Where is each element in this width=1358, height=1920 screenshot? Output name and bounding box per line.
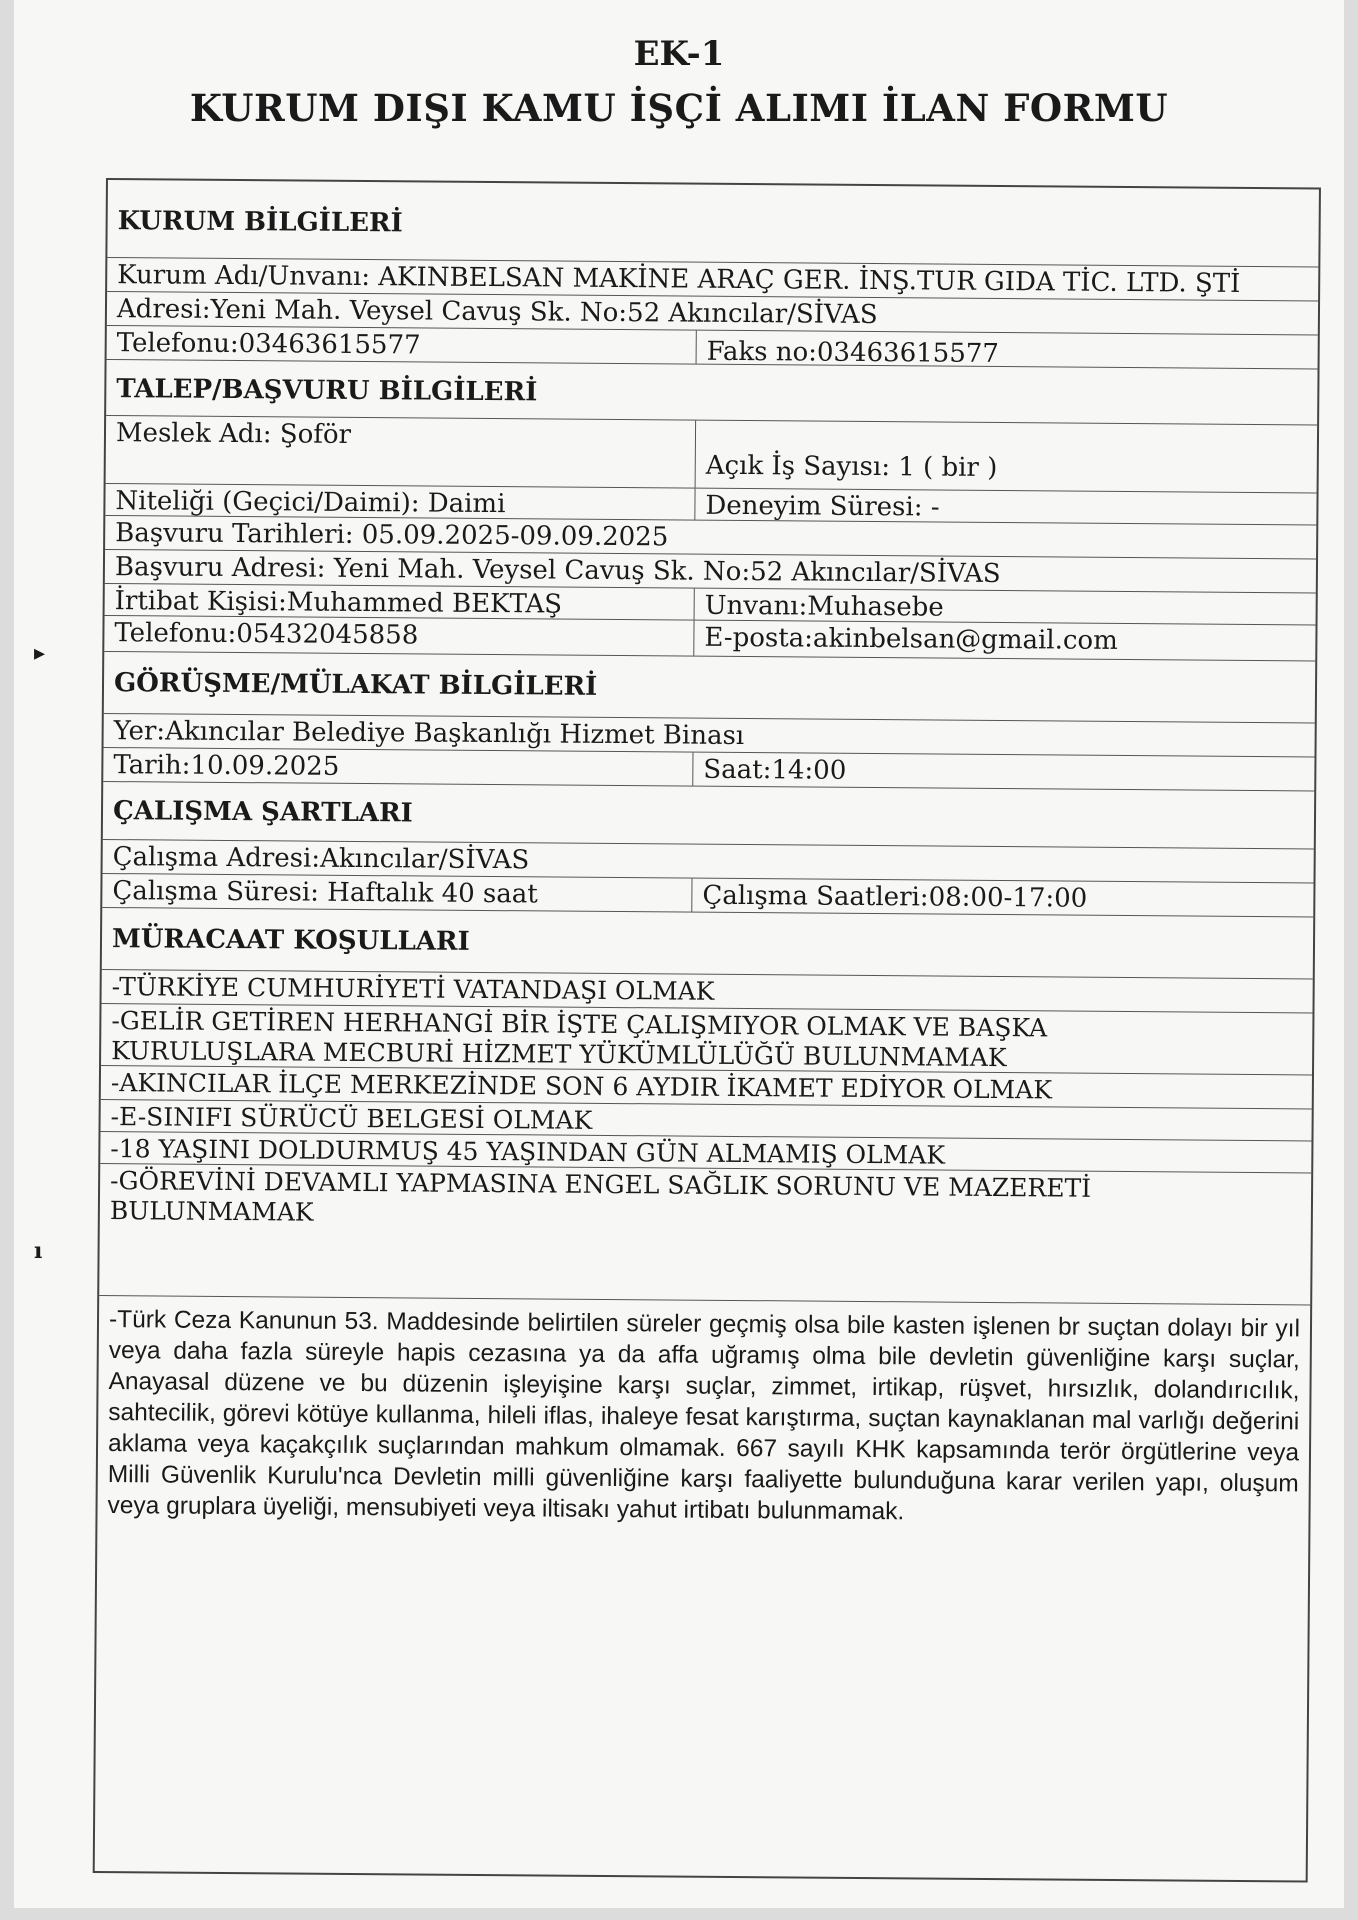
- document-page: [14, 0, 1344, 1908]
- scan-mark: ı: [34, 1238, 43, 1264]
- contact-phone: Telefonu:05432045858: [104, 616, 694, 656]
- section-muracaat-heading: MÜRACAAT KOŞULLARI: [102, 908, 1313, 980]
- annex-label: EK-1: [633, 34, 725, 74]
- condition-item: -E-SINIFI SÜRÜCÜ BELGESİ OLMAK: [101, 1100, 1312, 1142]
- section-kurum-heading: KURUM BİLGİLERİ: [107, 180, 1319, 268]
- work-hours: Çalışma Saatleri:08:00-17:00: [702, 880, 1088, 914]
- contact-email: E-posta:akinbelsan@gmail.com: [704, 622, 1118, 656]
- condition-item: -AKINCILAR İLÇE MERKEZİNDE SON 6 AYDIR İKAMET EDİYOR OLMAK: [101, 1066, 1312, 1110]
- work-duration: Çalışma Süresi: Haftalık 40 saat: [102, 874, 692, 912]
- application-dates: Başvuru Tarihleri: 05.09.2025-09.09.2025: [115, 518, 669, 553]
- section-gorusme-heading: GÖRÜŞME/MÜLAKAT BİLGİLERİ: [104, 652, 1315, 724]
- open-positions: Açık İş Sayısı: 1 ( bir ): [705, 450, 998, 484]
- interview-time: Saat:14:00: [703, 754, 847, 786]
- announcement-form: [93, 178, 1321, 1882]
- kurum-fax: Faks no:03463615577: [706, 336, 1000, 370]
- section-calisma-heading: ÇALIŞMA ŞARTLARI: [103, 782, 1314, 850]
- experience: Deneyim Süresi: -: [705, 490, 940, 523]
- scan-mark: ▸: [34, 640, 46, 666]
- contact-title: Unvanı:Muhasebe: [704, 590, 944, 623]
- condition-item: -GELİR GETİREN HERHANGİ BİR İŞTE ÇALIŞMIYOR OLMAK VE BAŞKA KURULUŞLARA MECBURİ HİZMET YÜKÜMLÜLÜĞÜ BULUNMAMAK: [101, 1004, 1312, 1076]
- work-address: Çalışma Adresi:Akıncılar/SİVAS: [112, 842, 530, 876]
- interview-place: Yer:Akıncılar Belediye Başkanlığı Hizmet Binası: [113, 716, 745, 752]
- contact-person: İrtibat Kişisi:Muhammed BEKTAŞ: [105, 584, 695, 620]
- kurum-phone: Telefonu:03463615577: [107, 326, 697, 364]
- job-nature: Niteliği (Geçici/Daimi): Daimi: [105, 484, 695, 520]
- condition-item: -18 YAŞINI DOLDURMUŞ 45 YAŞINDAN GÜN ALMAMIŞ OLMAK: [100, 1132, 1311, 1174]
- condition-item: -TÜRKİYE CUMHURİYETİ VATANDAŞI OLMAK: [102, 970, 1313, 1014]
- form-title: KURUM DIŞI KAMU İŞÇİ ALIMI İLAN FORMU: [189, 86, 1169, 130]
- interview-date: Tarih:10.09.2025: [103, 748, 693, 786]
- section-talep-heading: TALEP/BAŞVURU BİLGİLERİ: [106, 360, 1317, 426]
- legal-conditions-paragraph: -Türk Ceza Kanunun 53. Maddesinde belirtilen süreler geçmiş olsa bile kasten işlenen br suçtan dolayı bir yıl veya daha fazla süreyle hapis cezasına ya da affa uğramış olma bile devletin güvenliğine karşı suçlar, Anayasal düzene ve bu düzenin işleyişine karşı suçlar, zimmet, irtikap, rüşvet, hırsızlık, dolandırıcılık, sahtecilik, görevi kötüye kullanma, hileli iflas, ihaleye fesat karıştırma, suçtan kaynaklanan mal varlığı değerini aklama veya kaçakçılık suçlarından mahkum olmamak. 667 sayılı KHK kapsamında terör örgütlerine veya Milli Güvenlik Kurulu'nca Devletin milli güvenliğine karşı faaliyette bulunduğuna karar verilen yapı, oluşum veya gruplara üyeliği, mensubiyeti veya iltisakı yahut irtibatı bulunmamak.: [107, 1306, 1301, 1526]
- profession: Meslek Adı: Şoför: [106, 416, 697, 488]
- kurum-address: Adresi:Yeni Mah. Veysel Cavuş Sk. No:52 Akıncılar/SİVAS: [116, 294, 878, 331]
- application-address: Başvuru Adresi: Yeni Mah. Veysel Cavuş Sk. No:52 Akıncılar/SİVAS: [114, 552, 1001, 590]
- kurum-name: Kurum Adı/Unvanı: AKINBELSAN MAKİNE ARAÇ GER. İNŞ.TUR GIDA TİC. LTD. ŞTİ: [117, 260, 1241, 299]
- condition-item: -GÖREVİNİ DEVAMLI YAPMASINA ENGEL SAĞLIK SORUNU VE MAZERETİ BULUNMAMAK: [99, 1164, 1311, 1306]
- talep-profession-row: [106, 416, 1317, 494]
